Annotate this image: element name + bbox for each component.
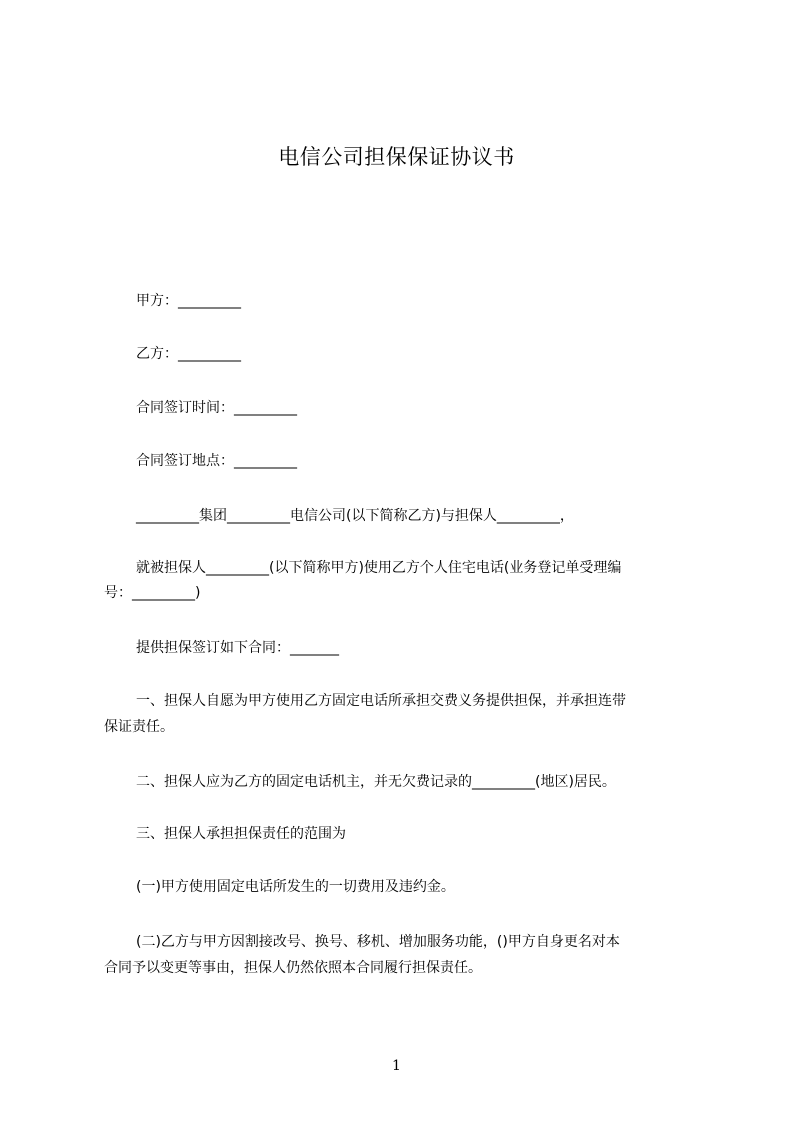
party-b-line: 乙方：_________ — [136, 346, 241, 362]
document-title: 电信公司担保保证协议书 — [278, 145, 515, 169]
sign-time-line: 合同签订时间：_________ — [136, 400, 297, 416]
intro-paragraph-line-3: 号：_________) — [104, 585, 201, 601]
clause-1-line-1: 一、担保人自愿为甲方使用乙方固定电话所承担交费义务提供担保，并承担连带 — [136, 693, 626, 709]
page-number: 1 — [392, 1058, 401, 1074]
party-a-line: 甲方：_________ — [136, 293, 241, 309]
clause-1-line-2: 保证责任。 — [104, 719, 174, 735]
sub-clause-1: (一)甲方使用固定电话所发生的一切费用及违约金。 — [136, 879, 455, 895]
sub-clause-2-line-2: 合同予以变更等事由，担保人仍然依照本合同履行担保责任。 — [104, 960, 482, 976]
sign-place-line: 合同签订地点：_________ — [136, 453, 297, 469]
intro-paragraph-line-2: 就被担保人_________(以下简称甲方)使用乙方个人住宅电话(业务登记单受理编 — [136, 560, 622, 576]
contract-intro-line: 提供担保签订如下合同：_______ — [136, 640, 339, 656]
clause-3: 三、担保人承担担保责任的范围为 — [136, 826, 346, 842]
sub-clause-2-line-1: (二)乙方与甲方因割接改号、换号、移机、增加服务功能，()甲方自身更名对本 — [136, 934, 620, 950]
intro-paragraph-line-1: _________集团_________电信公司(以下简称乙方)与担保人_________， — [136, 508, 574, 524]
clause-2: 二、担保人应为乙方的固定电话机主，并无欠费记录的_________(地区)居民。 — [136, 774, 616, 790]
